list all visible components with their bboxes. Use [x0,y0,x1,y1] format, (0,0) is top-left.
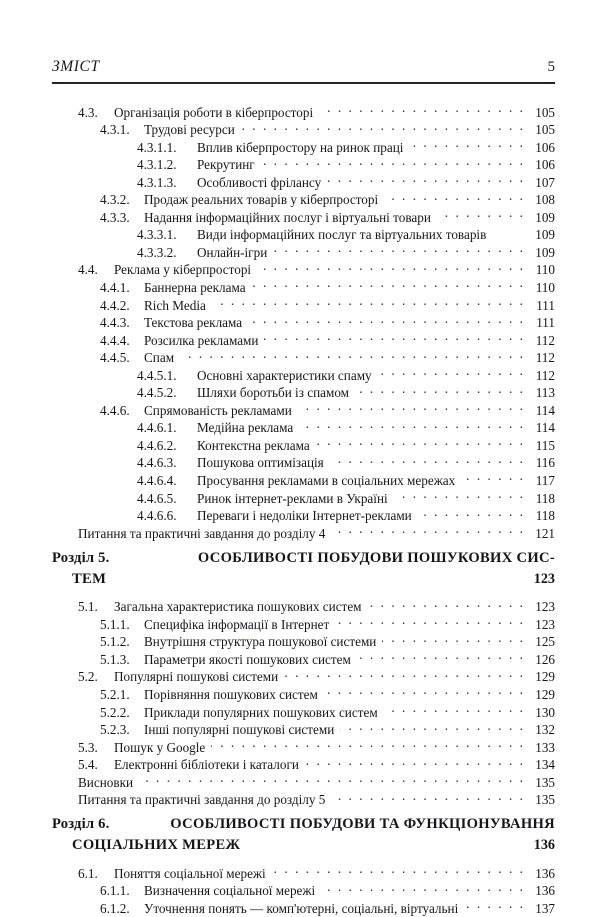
toc-entry-page-number: 133 [535,739,555,755]
toc-entry[interactable] [0,734,600,755]
toc-leader-dots [330,450,525,468]
toc-entry-title: Поняття соціальної мережі [114,865,266,881]
toc-entry-title: Онлайн-ігри [197,244,268,260]
chapter-6-title-line1: ОСОБЛИВОСТІ ПОБУДОВИ ТА ФУНКЦІОНУВАННЯ [170,816,555,833]
toc-entry[interactable] [0,345,600,366]
toc-entry[interactable] [0,860,600,881]
toc-entry-title: Просування рекламами в соціальних мережах [197,473,456,489]
toc-entry-page-number: 123 [535,599,555,615]
toc-entry-number: 5.2.3. [100,722,130,738]
toc-entry-number: 4.3. [78,104,98,120]
toc-entry-title: Питання та практичні завдання до розділу 5 [78,792,326,808]
toc-entry-page-number: 126 [535,651,555,667]
toc-entry-title: Шляхи боротьби із спамом [197,385,350,401]
toc-entry-title: Баннерна реклама [144,280,246,296]
toc-leader-dots [357,646,525,664]
toc-entry-page-number: 112 [535,367,555,383]
toc-entry[interactable] [0,134,600,155]
toc-entry-page-number: 118 [535,508,555,524]
toc-entry-title: Переваги і недоліки Інтернет-реклами [197,508,412,524]
table-of-contents [0,99,600,916]
toc-entry-page-number: 137 [535,900,555,916]
toc-leader-dots [180,345,525,363]
toc-leader-dots [284,664,525,682]
toc-entry-number: 6.1.1. [100,883,130,899]
toc-entry-number: 5.2.1. [100,686,130,702]
toc-entry-number: 4.4.6.1. [137,420,177,436]
toc-entry-page-number: 106 [535,157,555,173]
toc-entry-page-number: 135 [535,792,555,808]
toc-entry-title: Пошукова оптимізація [197,455,324,471]
toc-entry-page-number: 132 [535,722,555,738]
toc-entry-title: Специфіка інформації в Інтернет [144,616,330,632]
toc-leader-dots [331,520,525,538]
chapter-heading-5[interactable] [0,548,600,590]
chapter-6-label: Розділ 6. [52,816,110,833]
toc-entry-number: 4.4.6.3. [137,455,177,471]
toc-entry-number: 6.1.2. [100,900,130,916]
toc-section-chapter-5 [0,594,600,808]
toc-entry-number: 4.3.3.1. [137,227,177,243]
toc-leader-dots [327,169,525,187]
toc-entry-title: Електронні бібліотеки і каталоги [114,757,299,773]
toc-entry-title: Внутрішня структура пошукової системи [144,634,377,650]
toc-entry-title: Вплив кіберпростору на ринок праці [197,139,404,155]
toc-entry-number: 4.4.6. [100,402,130,418]
chapter-heading-6-line2 [72,835,555,856]
toc-entry-number: 5.1. [78,599,98,615]
chapter-6-title-line2: СОЦІАЛЬНИХ МЕРЕЖ [72,837,241,854]
toc-entry-page-number: 118 [535,490,555,506]
toc-leader-dots [321,878,525,896]
toc-entry-page-number: 116 [535,455,555,471]
toc-entry-page-number: 111 [536,297,555,313]
toc-entry-number: 4.3.3. [100,209,130,225]
toc-entry-title: Медійна реклама [197,420,294,436]
toc-entry-page-number: 111 [536,315,555,331]
toc-entry-page-number: 129 [535,686,555,702]
toc-leader-dots [355,380,525,398]
toc-entry-number: 4.4.1. [100,280,130,296]
toc-entry-title: Рекрутинг [197,157,255,173]
toc-entry-title: Висновки [78,774,134,790]
toc-leader-dots [464,895,525,913]
toc-entry-number: 4.4.6.6. [137,508,177,524]
toc-entry-number: 4.4.6.4. [137,473,177,489]
toc-entry-title: Ринок інтернет-реклами в Україні [197,490,388,506]
chapter-5-label: Розділ 5. [52,549,110,566]
toc-entry-number: 5.1.3. [100,651,130,667]
toc-entry-number: 4.4.4. [100,332,130,348]
toc-entry[interactable] [0,432,600,453]
toc-entry-number: 4.3.1.3. [137,174,177,190]
toc-entry-number: 4.4.5. [100,350,130,366]
toc-leader-dots [418,503,525,521]
toc-entry-title: Уточнення понять — комп'ютерні, соціальні, віртуальні [144,900,459,916]
header-divider [52,82,555,84]
toc-entry-number: 5.2.2. [100,704,130,720]
toc-entry-number: 4.3.1. [100,122,130,138]
toc-leader-dots [248,310,525,328]
toc-entry-title: Пошук у Google [114,739,206,755]
header-title: ЗМІСТ [52,58,100,75]
toc-leader-dots [384,699,525,717]
toc-entry-number: 5.3. [78,739,98,755]
toc-leader-dots [461,467,525,485]
toc-leader-dots [299,415,525,433]
toc-entry-number: 5.1.1. [100,616,130,632]
toc-entry-page-number: 130 [535,704,555,720]
toc-entry-number: 6.1. [78,865,98,881]
toc-leader-dots [212,292,525,310]
toc-entry-page-number: 107 [535,174,555,190]
toc-entry-page-number: 105 [535,104,555,120]
toc-entry-page-number: 136 [535,865,555,881]
toc-entry-page-number: 114 [535,402,555,418]
toc-entry-title: Особливості фрілансу [197,174,322,190]
toc-leader-dots [335,611,525,629]
toc-leader-dots [437,204,525,222]
toc-entry-number: 4.4.5.2. [137,385,177,401]
toc-entry-number: 4.4. [78,262,98,278]
toc-entry-number: 4.4.3. [100,315,130,331]
toc-entry[interactable] [0,362,600,383]
toc-leader-dots [272,860,525,878]
toc-entry[interactable] [0,664,600,685]
toc-entry-number: 4.3.1.2. [137,157,177,173]
toc-entry[interactable] [0,169,600,190]
toc-entry-title: Приклади популярних пошукових систем [144,704,378,720]
toc-leader-dots [252,274,525,292]
toc-leader-dots [305,752,525,770]
toc-leader-dots [340,717,525,735]
page-header [52,58,555,88]
toc-entry-page-number: 125 [535,634,555,650]
toc-entry-page-number: 129 [535,669,555,685]
toc-entry-number: 4.4.5.1. [137,367,177,383]
toc-leader-dots [492,222,525,240]
toc-entry-title: Надання інформаційних послуг і віртуальні товари [144,209,431,225]
toc-entry-page-number: 117 [535,473,555,489]
toc-entry-title: Основні характеристики спаму [197,367,372,383]
toc-entry-page-number: 134 [535,757,555,773]
toc-entry-title: Текстова реклама [144,315,243,331]
toc-entry-title: Продаж реальних товарів у кіберпросторі [144,192,379,208]
chapter-heading-5-line1 [52,548,555,569]
toc-entry-page-number: 105 [535,122,555,138]
header-page-number: 5 [547,59,555,75]
toc-entry-title: Визначення соціальної мережі [144,883,316,899]
toc-leader-dots [257,257,525,275]
toc-leader-dots [139,769,525,787]
chapter-6-page-number: 136 [533,837,555,854]
toc-leader-dots [316,432,525,450]
chapter-5-page-number: 123 [533,570,555,587]
toc-entry[interactable] [0,415,600,436]
chapter-5-title-line1: ОСОБЛИВОСТІ ПОБУДОВИ ПОШУКОВИХ СИС- [197,549,555,566]
toc-entry-number: 5.2. [78,669,98,685]
toc-leader-dots [319,99,525,117]
toc-leader-dots [264,327,525,345]
toc-entry-page-number: 115 [535,437,555,453]
chapter-5-title-line2: ТЕМ [72,570,107,587]
toc-entry-page-number: 121 [535,525,555,541]
toc-leader-dots [409,134,525,152]
toc-leader-dots [378,362,525,380]
toc-entry-page-number: 112 [535,350,555,366]
toc-entry-page-number: 114 [535,420,555,436]
toc-leader-dots [382,629,525,647]
toc-entry[interactable] [0,594,600,615]
toc-leader-dots [394,485,525,503]
toc-leader-dots [324,681,525,699]
toc-entry-title: Трудові ресурси [144,122,235,138]
toc-entry-page-number: 109 [535,227,555,243]
toc-leader-dots [331,787,525,805]
chapter-heading-5-line2 [72,569,555,590]
toc-entry-title: Питання та практичні завдання до розділу 4 [78,525,326,541]
toc-entry[interactable] [0,397,600,418]
chapter-heading-6[interactable] [0,814,600,856]
toc-entry-number: 5.1.2. [100,634,130,650]
toc-entry-number: 4.4.6.5. [137,490,177,506]
toc-entry-page-number: 123 [535,616,555,632]
toc-leader-dots [211,734,525,752]
toc-entry[interactable] [0,257,600,278]
toc-entry-number: 4.4.6.2. [137,437,177,453]
toc-entry-page-number: 135 [535,774,555,790]
toc-leader-dots [261,152,525,170]
toc-entry[interactable] [0,239,600,260]
header-row [52,58,555,80]
toc-entry-title: Спам [144,350,175,366]
toc-leader-dots [241,117,525,135]
toc-entry-page-number: 109 [535,244,555,260]
toc-entry-page-number: 110 [535,280,555,296]
toc-entry-number: 4.3.3.2. [137,244,177,260]
toc-entry-number: 4.3.2. [100,192,130,208]
toc-entry-page-number: 112 [535,332,555,348]
toc-entry-page-number: 113 [535,385,555,401]
toc-entry-title: Розсилка рекламами [144,332,259,348]
toc-entry-page-number: 136 [535,883,555,899]
toc-entry-title: Порівняння пошукових систем [144,686,318,702]
toc-entry-title: Види інформаційних послуг та віртуальних товарів [197,227,487,243]
chapter-heading-6-line1 [52,814,555,835]
toc-entry-title: Загальна характеристика пошукових систем [114,599,362,615]
toc-leader-dots [273,239,525,257]
toc-entry-title: Організація роботи в кіберпросторі [114,104,314,120]
toc-entry-number: 4.3.1.1. [137,139,177,155]
toc-entry[interactable] [0,99,600,120]
toc-entry[interactable] [0,292,600,313]
toc-leader-dots [368,594,525,612]
toc-entry-number: 5.4. [78,757,98,773]
toc-entry-title: Rich Media [144,297,206,313]
toc-leader-dots [298,397,525,415]
toc-entry[interactable] [0,152,600,173]
toc-entry-title: Контекстна реклама [197,437,310,453]
toc-entry-page-number: 108 [535,192,555,208]
toc-entry-title: Параметри якості пошукових систем [144,651,351,667]
toc-entry-title: Реклама у кіберпросторі [114,262,252,278]
toc-entry-number: 4.4.2. [100,297,130,313]
toc-entry-page-number: 109 [535,209,555,225]
toc-leader-dots [384,187,525,205]
toc-entry[interactable] [0,310,600,331]
toc-entry-title: Інші популярні пошукові системи [144,722,335,738]
toc-entry-title: Спрямованість рекламами [144,402,292,418]
toc-entry[interactable] [0,327,600,348]
toc-section-chapter-4 [0,99,600,541]
toc-entry-title: Популярні пошукові системи [114,669,279,685]
toc-entry-page-number: 106 [535,139,555,155]
toc-entry-page-number: 110 [535,262,555,278]
